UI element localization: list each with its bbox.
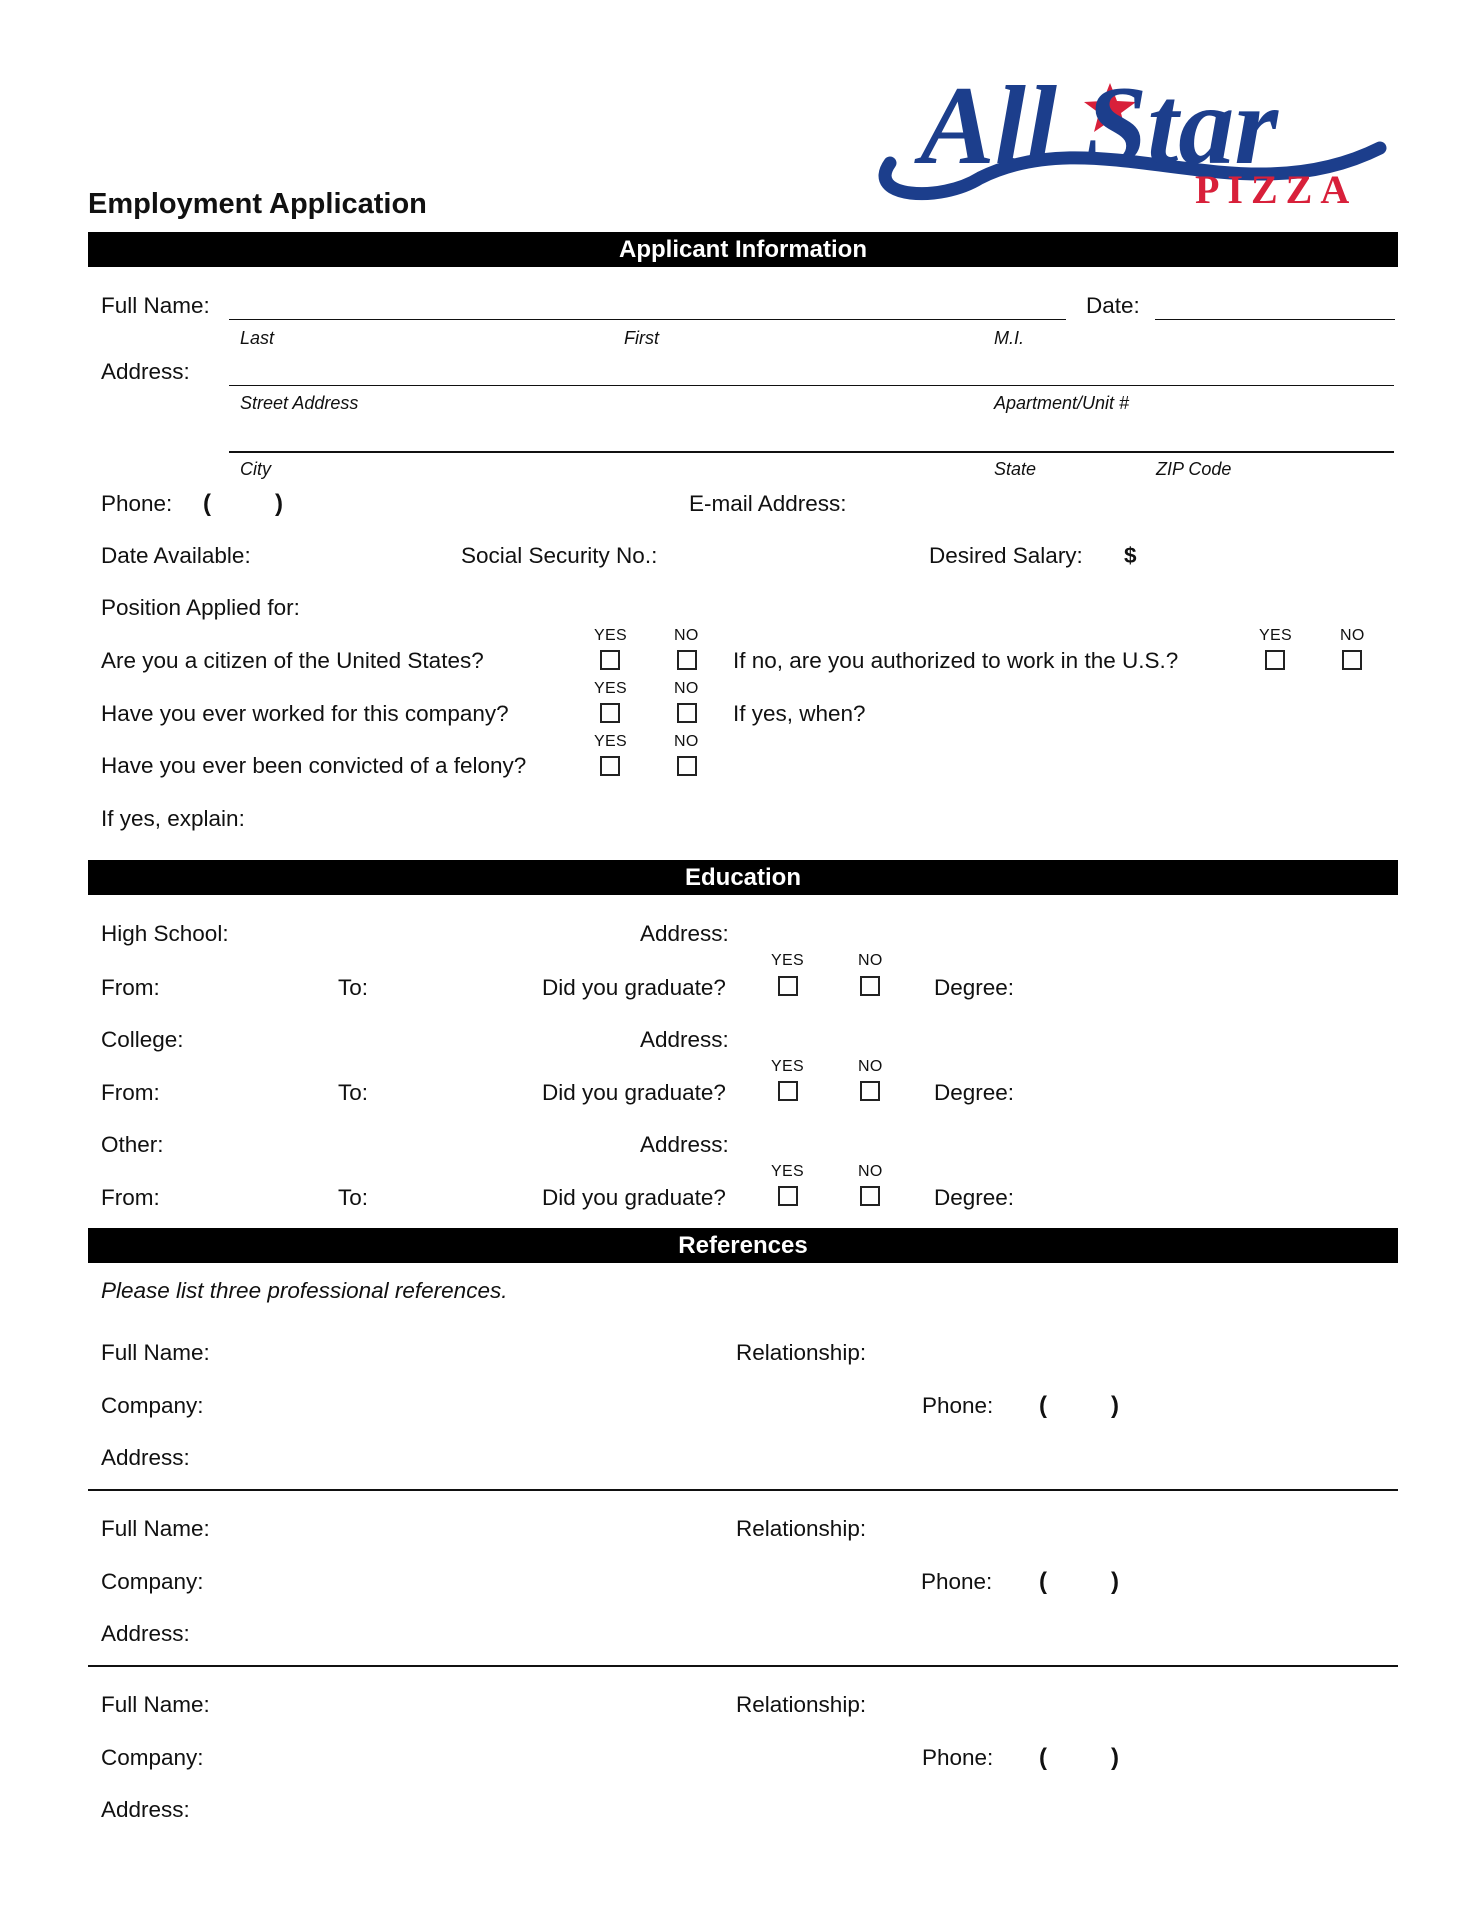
logo-subtitle: PIZZA xyxy=(1195,167,1358,212)
street-address-field[interactable] xyxy=(229,385,1394,386)
authorized-no-checkbox[interactable] xyxy=(1342,650,1362,670)
felony-yes-label: YES xyxy=(594,733,627,750)
ref1-full-name-label: Full Name: xyxy=(101,1340,210,1365)
section-header-education: Education xyxy=(88,860,1398,895)
phone-paren-open: ( xyxy=(203,490,211,517)
ref2-phone-label: Phone: xyxy=(921,1569,993,1594)
college-graduate-label: Did you graduate? xyxy=(542,1080,726,1105)
citizen-no-label: NO xyxy=(674,627,699,644)
ref1-paren-open: ( xyxy=(1039,1392,1047,1419)
college-from-label: From: xyxy=(101,1080,160,1105)
college-graduate-yes-checkbox[interactable] xyxy=(778,1081,798,1101)
when-question: If yes, when? xyxy=(733,701,866,726)
full-name-field[interactable] xyxy=(229,319,1066,320)
citizen-question: Are you a citizen of the United States? xyxy=(101,648,484,673)
address-label: Address: xyxy=(101,359,190,384)
college-to-label: To: xyxy=(338,1080,369,1105)
authorized-yes-label: YES xyxy=(1259,627,1292,644)
ref2-company-label: Company: xyxy=(101,1569,204,1594)
other-to-label: To: xyxy=(338,1185,369,1210)
worked-no-checkbox[interactable] xyxy=(677,703,697,723)
high-school-label: High School: xyxy=(101,921,229,946)
worked-yes-checkbox[interactable] xyxy=(600,703,620,723)
mi-caption: M.I. xyxy=(994,328,1024,348)
high-school-graduate-no-checkbox[interactable] xyxy=(860,976,880,996)
reference-divider xyxy=(88,1665,1398,1667)
section-header-applicant: Applicant Information xyxy=(88,232,1398,267)
ref3-full-name-label: Full Name: xyxy=(101,1692,210,1717)
high-school-graduate-yes-checkbox[interactable] xyxy=(778,976,798,996)
ref2-address-label: Address: xyxy=(101,1621,190,1646)
college-label: College: xyxy=(101,1027,184,1052)
date-available-label: Date Available: xyxy=(101,543,251,568)
date-field[interactable] xyxy=(1155,319,1395,320)
phone-paren-close: ) xyxy=(275,490,283,517)
ref3-relationship-label: Relationship: xyxy=(736,1692,867,1717)
street-caption: Street Address xyxy=(240,393,359,413)
other-yes-label: YES xyxy=(771,1163,804,1180)
other-school-address-label: Address: xyxy=(640,1132,729,1157)
last-caption: Last xyxy=(240,328,275,348)
city-state-zip-field[interactable] xyxy=(229,451,1394,453)
college-degree-label: Degree: xyxy=(934,1080,1015,1105)
ref3-company-label: Company: xyxy=(101,1745,204,1770)
college-address-label: Address: xyxy=(640,1027,729,1052)
high-school-no-label: NO xyxy=(858,952,883,969)
other-school-label: Other: xyxy=(101,1132,164,1157)
high-school-graduate-label: Did you graduate? xyxy=(542,975,726,1000)
ref2-paren-open: ( xyxy=(1039,1568,1047,1595)
phone-label: Phone: xyxy=(101,491,173,516)
other-from-label: From: xyxy=(101,1185,160,1210)
zip-caption: ZIP Code xyxy=(1156,459,1232,479)
ref1-phone-label: Phone: xyxy=(922,1393,994,1418)
ref3-phone-label: Phone: xyxy=(922,1745,994,1770)
citizen-no-checkbox[interactable] xyxy=(677,650,697,670)
citizen-yes-label: YES xyxy=(594,627,627,644)
felony-no-checkbox[interactable] xyxy=(677,756,697,776)
college-graduate-no-checkbox[interactable] xyxy=(860,1081,880,1101)
felony-no-label: NO xyxy=(674,733,699,750)
ref2-full-name-label: Full Name: xyxy=(101,1516,210,1541)
ref3-paren-open: ( xyxy=(1039,1744,1047,1771)
high-school-yes-label: YES xyxy=(771,952,804,969)
full-name-label: Full Name: xyxy=(101,293,210,318)
ref1-company-label: Company: xyxy=(101,1393,204,1418)
other-graduate-yes-checkbox[interactable] xyxy=(778,1186,798,1206)
apt-caption: Apartment/Unit # xyxy=(994,393,1130,413)
first-caption: First xyxy=(624,328,659,348)
felony-yes-checkbox[interactable] xyxy=(600,756,620,776)
high-school-degree-label: Degree: xyxy=(934,975,1015,1000)
high-school-to-label: To: xyxy=(338,975,369,1000)
dollar-sign: $ xyxy=(1124,543,1137,568)
page-title: Employment Application xyxy=(88,188,427,220)
city-caption: City xyxy=(240,459,271,479)
email-label: E-mail Address: xyxy=(689,491,847,516)
high-school-from-label: From: xyxy=(101,975,160,1000)
authorized-no-label: NO xyxy=(1340,627,1365,644)
college-no-label: NO xyxy=(858,1058,883,1075)
date-label: Date: xyxy=(1086,293,1140,318)
authorized-yes-checkbox[interactable] xyxy=(1265,650,1285,670)
worked-question: Have you ever worked for this company? xyxy=(101,701,509,726)
ref1-relationship-label: Relationship: xyxy=(736,1340,867,1365)
ssn-label: Social Security No.: xyxy=(461,543,658,568)
other-graduate-label: Did you graduate? xyxy=(542,1185,726,1210)
other-graduate-no-checkbox[interactable] xyxy=(860,1186,880,1206)
logo-wordmark: All Star xyxy=(920,64,1278,188)
ref1-address-label: Address: xyxy=(101,1445,190,1470)
ref2-paren-close: ) xyxy=(1111,1568,1119,1595)
other-no-label: NO xyxy=(858,1163,883,1180)
references-note: Please list three professional references. xyxy=(101,1278,508,1303)
worked-no-label: NO xyxy=(674,680,699,697)
company-logo xyxy=(860,48,1410,218)
felony-question: Have you ever been convicted of a felony? xyxy=(101,753,527,778)
authorized-question: If no, are you authorized to work in the U.S.? xyxy=(733,648,1179,673)
all-star-logo-graphic xyxy=(860,48,1410,218)
other-degree-label: Degree: xyxy=(934,1185,1015,1210)
ref2-relationship-label: Relationship: xyxy=(736,1516,867,1541)
ref3-address-label: Address: xyxy=(101,1797,190,1822)
explain-label: If yes, explain: xyxy=(101,806,245,831)
college-yes-label: YES xyxy=(771,1058,804,1075)
worked-yes-label: YES xyxy=(594,680,627,697)
position-applied-label: Position Applied for: xyxy=(101,595,300,620)
state-caption: State xyxy=(994,459,1037,479)
high-school-address-label: Address: xyxy=(640,921,729,946)
desired-salary-label: Desired Salary: xyxy=(929,543,1083,568)
ref3-paren-close: ) xyxy=(1111,1744,1119,1771)
ref1-paren-close: ) xyxy=(1111,1392,1119,1419)
citizen-yes-checkbox[interactable] xyxy=(600,650,620,670)
section-header-references: References xyxy=(88,1228,1398,1263)
reference-divider xyxy=(88,1489,1398,1491)
